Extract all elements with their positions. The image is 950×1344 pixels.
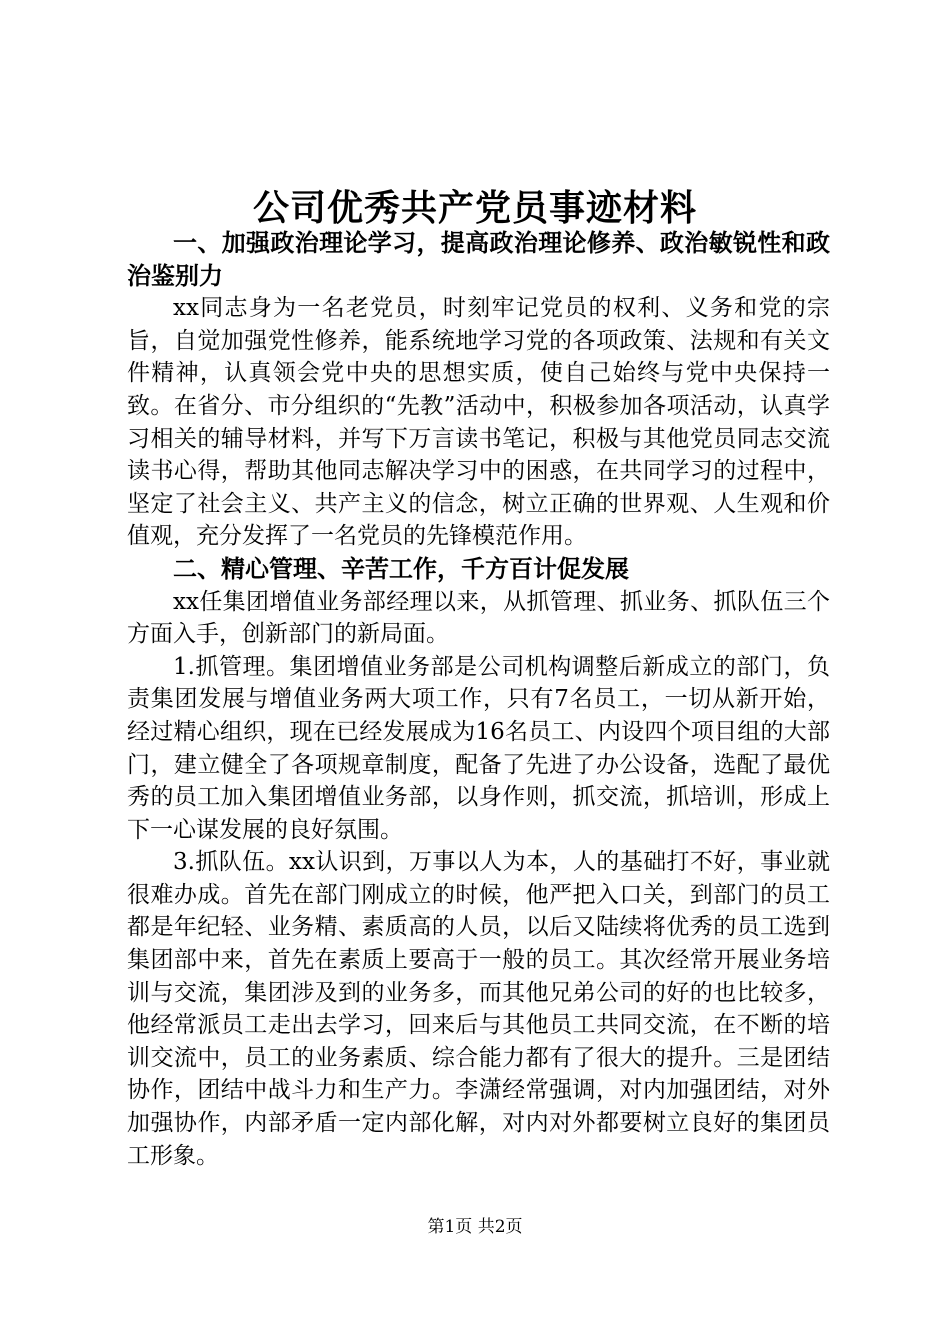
section-heading-2: 二、精心管理、辛苦工作，千方百计促发展 xyxy=(173,553,629,583)
body-paragraph: 1.抓管理。集团增值业务部是公司机构调整后新成立的部门，负责集团发展与增值业务两大项工作，只有7名员工，一切从新开始，经过精心组织，现在已经发展成为16名员工、内设四个项目组的大部门，建立健全了各项规章制度，配备了先进了办公设备，选配了最优秀的员工加入集团增值业务部，以身作则，抓交流，抓培训，形成上下一心谋发展的良好氛围。 xyxy=(127,653,830,843)
section-heading-1: 一、加强政治理论学习，提高政治理论修养、政治敏锐性和政治鉴别力 xyxy=(127,228,830,290)
body-paragraph: 3.抓队伍。xx认识到，万事以人为本，人的基础打不好，事业就很难办成。首先在部门刚成立的时候，他严把入口关，到部门的员工都是年纪轻、业务精、素质高的人员，以后又陆续将优秀的员工选到集团部中来，首先在素质上要高于一般的员工。其次经常开展业务培训与交流，集团涉及到的业务多，而其他兄弟公司的好的也比较多，他经常派员工走出去学习，回来后与其他员工共同交流，在不断的培训交流中，员工的业务素质、综合能力都有了很大的提升。三是团结协作，团结中战斗力和生产力。李潇经常强调，对内加强团结，对外加强协作，内部矛盾一定内部化解，对内对外都要树立良好的集团员工形象。 xyxy=(127,849,830,1169)
document-title: 公司优秀共产党员事迹材料 xyxy=(252,187,697,229)
body-paragraph: xx任集团增值业务部经理以来，从抓管理、抓业务、抓队伍三个方面入手，创新部门的新局面。 xyxy=(127,588,830,648)
document-body xyxy=(127,227,830,1172)
body-paragraph: xx同志身为一名老党员，时刻牢记党员的权利、义务和党的宗旨，自觉加强党性修养，能系统地学习党的各项政策、法规和有关文件精神，认真领会党中央的思想实质，使自己始终与党中央保持一致。在省分、市分组织的“先教”活动中，积极参加各项活动，认真学习相关的辅导材料，并写下万言读书笔记，积极与其他党员同志交流读书心得，帮助其他同志解决学习中的困惑，在共同学习的过程中，坚定了社会主义、共产主义的信念，树立正确的世界观、人生观和价值观，充分发挥了一名党员的先锋模范作用。 xyxy=(127,295,830,550)
page-footer: 第1页 共2页 xyxy=(427,1217,523,1237)
